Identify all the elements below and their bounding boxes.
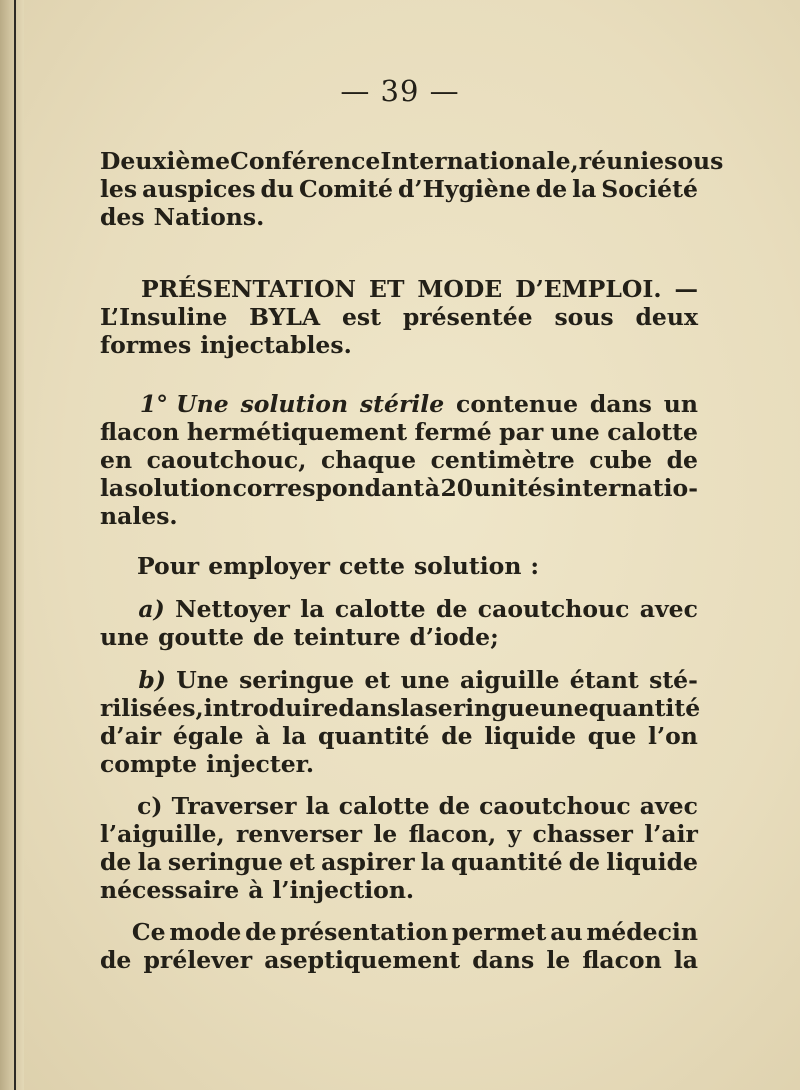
word: sous — [664, 147, 724, 175]
word: de — [441, 722, 473, 750]
word: Traverser — [171, 792, 297, 820]
word: cette — [339, 552, 405, 580]
word: quantité — [588, 694, 701, 722]
word: une — [100, 623, 150, 651]
text-line — [100, 474, 698, 502]
word: la — [673, 946, 698, 974]
word: à — [255, 722, 271, 750]
word: la — [137, 848, 162, 876]
word: quantité — [318, 722, 430, 750]
word: au — [550, 918, 583, 946]
word: permet — [451, 918, 547, 946]
word: de — [438, 792, 471, 820]
indent — [100, 666, 128, 694]
word: nales. — [100, 502, 178, 530]
word: une — [550, 418, 600, 446]
text-line — [100, 303, 698, 331]
text-line — [100, 750, 698, 778]
word: Une — [176, 666, 229, 694]
indent — [100, 552, 128, 580]
word: la — [100, 474, 125, 502]
word: des — [100, 203, 145, 231]
indent — [100, 918, 128, 946]
word: les — [100, 175, 138, 203]
word: la — [572, 175, 597, 203]
word: internatio- — [556, 474, 698, 502]
word: de — [100, 848, 132, 876]
word: a) — [138, 595, 165, 623]
word: une — [539, 694, 589, 722]
word: caoutchouc — [479, 792, 631, 820]
indent — [100, 390, 128, 418]
word: en — [100, 446, 133, 474]
text-line — [100, 390, 698, 418]
word: dans — [589, 390, 652, 418]
word: dans — [338, 694, 401, 722]
word: avec — [639, 792, 698, 820]
word: Pour — [137, 552, 200, 580]
word: MODE — [417, 275, 503, 303]
word: la — [305, 792, 330, 820]
word: injectables. — [200, 331, 352, 359]
word: le — [546, 946, 571, 974]
word: Comité — [299, 175, 393, 203]
word: quantité — [451, 848, 563, 876]
word: caoutchouc, — [146, 446, 307, 474]
word: employer — [208, 552, 331, 580]
word: stérile — [359, 390, 445, 418]
word: calotte — [338, 792, 430, 820]
word: renverser — [236, 820, 363, 848]
word: correspondant — [232, 474, 425, 502]
word: PRÉSENTATION — [140, 275, 357, 303]
word: liquide — [606, 848, 698, 876]
word: chasser — [532, 820, 633, 848]
text-line — [100, 552, 698, 580]
word: : — [530, 552, 540, 580]
word: auspices — [142, 175, 256, 203]
word: un — [663, 390, 698, 418]
word: à — [424, 474, 440, 502]
word: fermé — [414, 418, 492, 446]
text-line — [100, 722, 698, 750]
word: l’injection. — [272, 876, 415, 904]
word: de — [666, 446, 698, 474]
text-line — [100, 418, 698, 446]
word: flacon, — [408, 820, 497, 848]
word: de — [245, 918, 277, 946]
word: sté- — [649, 666, 698, 694]
text-line — [100, 848, 698, 876]
word: aiguille — [460, 666, 560, 694]
word: d’Hygiène — [397, 175, 531, 203]
word: — — [674, 275, 698, 303]
paragraph-step-b — [100, 666, 701, 778]
text-line — [100, 203, 698, 231]
word: flacon — [100, 418, 180, 446]
word: c) — [137, 792, 163, 820]
word: par — [499, 418, 544, 446]
word: réunie — [578, 147, 665, 175]
text-line — [100, 275, 698, 303]
word: avec — [639, 595, 698, 623]
text-line — [100, 876, 698, 904]
word: caoutchouc — [477, 595, 630, 623]
word: mode — [169, 918, 242, 946]
word: une — [400, 666, 450, 694]
word: injecter. — [206, 750, 315, 778]
word: solution — [413, 552, 522, 580]
word: médecin — [586, 918, 698, 946]
word: liquide — [484, 722, 577, 750]
indent — [100, 595, 128, 623]
word: Conférence — [230, 147, 381, 175]
word: seringue — [424, 694, 540, 722]
word: centimètre — [430, 446, 575, 474]
word: seringue — [239, 666, 355, 694]
word: d’iode; — [409, 623, 499, 651]
paragraph-conference — [100, 147, 724, 231]
word: compte — [100, 750, 198, 778]
word: de — [436, 595, 468, 623]
word: Ce — [131, 918, 166, 946]
word: d’air — [100, 722, 162, 750]
word: présentée — [402, 303, 533, 331]
word: Deuxième — [100, 147, 231, 175]
text-line — [100, 820, 698, 848]
text-line — [100, 175, 698, 203]
paragraph-presentation — [100, 275, 698, 359]
word: le — [373, 820, 398, 848]
word: à — [248, 876, 264, 904]
word: et — [289, 848, 315, 876]
word: de — [100, 946, 132, 974]
book-spine-shadow — [0, 0, 24, 1090]
word: de — [535, 175, 568, 203]
word: dans — [472, 946, 535, 974]
paragraph-solution — [100, 390, 698, 530]
word: l’on — [648, 722, 698, 750]
word: cube — [589, 446, 653, 474]
word: D’EMPLOI. — [515, 275, 662, 303]
text-line — [100, 694, 701, 722]
word: la — [282, 722, 307, 750]
word: Internationale, — [380, 147, 579, 175]
word: chaque — [320, 446, 417, 474]
text-line — [100, 502, 698, 530]
paragraph-step-a — [100, 595, 698, 651]
word: teinture — [293, 623, 401, 651]
word: égale — [172, 722, 244, 750]
text-line — [100, 446, 698, 474]
word: BYLA — [249, 303, 321, 331]
text-line — [100, 918, 698, 946]
word: y — [507, 820, 522, 848]
word: flacon — [582, 946, 662, 974]
word: 20 — [440, 474, 474, 502]
word: deux — [635, 303, 698, 331]
word: introduire — [203, 694, 339, 722]
word: solution — [240, 390, 349, 418]
word: du — [260, 175, 295, 203]
word: formes — [100, 331, 192, 359]
word: rilisées, — [100, 694, 204, 722]
word: aspirer — [321, 848, 415, 876]
page-number: — 39 — — [340, 74, 460, 108]
word: 1° Une — [139, 390, 229, 418]
word: Nettoyer — [175, 595, 290, 623]
word: hermétiquement — [186, 418, 408, 446]
word: est — [341, 303, 382, 331]
text-line — [100, 946, 698, 974]
word: présentation — [280, 918, 449, 946]
text-line — [100, 792, 698, 820]
word: seringue — [167, 848, 283, 876]
word: b) — [138, 666, 166, 694]
paragraph-mode — [100, 918, 698, 974]
word: la — [420, 848, 445, 876]
indent — [100, 275, 128, 303]
word: aseptiquement — [264, 946, 461, 974]
text-line — [100, 623, 698, 651]
word: ET — [369, 275, 405, 303]
word: et — [364, 666, 391, 694]
word: calotte — [607, 418, 698, 446]
text-line — [100, 331, 698, 359]
binding-edge — [14, 0, 16, 1090]
word: étant — [569, 666, 639, 694]
word: sous — [554, 303, 614, 331]
paragraph-step-c — [100, 792, 698, 904]
word: L’Insuline — [100, 303, 228, 331]
word: la — [300, 595, 325, 623]
text-line — [100, 147, 724, 175]
word: l’air — [644, 820, 698, 848]
text-line — [100, 595, 698, 623]
word: contenue — [456, 390, 579, 418]
word: l’aiguille, — [100, 820, 225, 848]
word: prélever — [143, 946, 253, 974]
word: nécessaire — [100, 876, 240, 904]
word: Nations. — [153, 203, 265, 231]
word: goutte — [158, 623, 244, 651]
paragraph-employer — [100, 552, 698, 580]
word: la — [400, 694, 425, 722]
word: de — [568, 848, 601, 876]
word: Société — [601, 175, 698, 203]
word: que — [587, 722, 637, 750]
word: calotte — [334, 595, 426, 623]
word: de — [252, 623, 285, 651]
word: solution — [124, 474, 233, 502]
text-line — [100, 666, 698, 694]
word: unités — [473, 474, 556, 502]
indent — [100, 792, 128, 820]
